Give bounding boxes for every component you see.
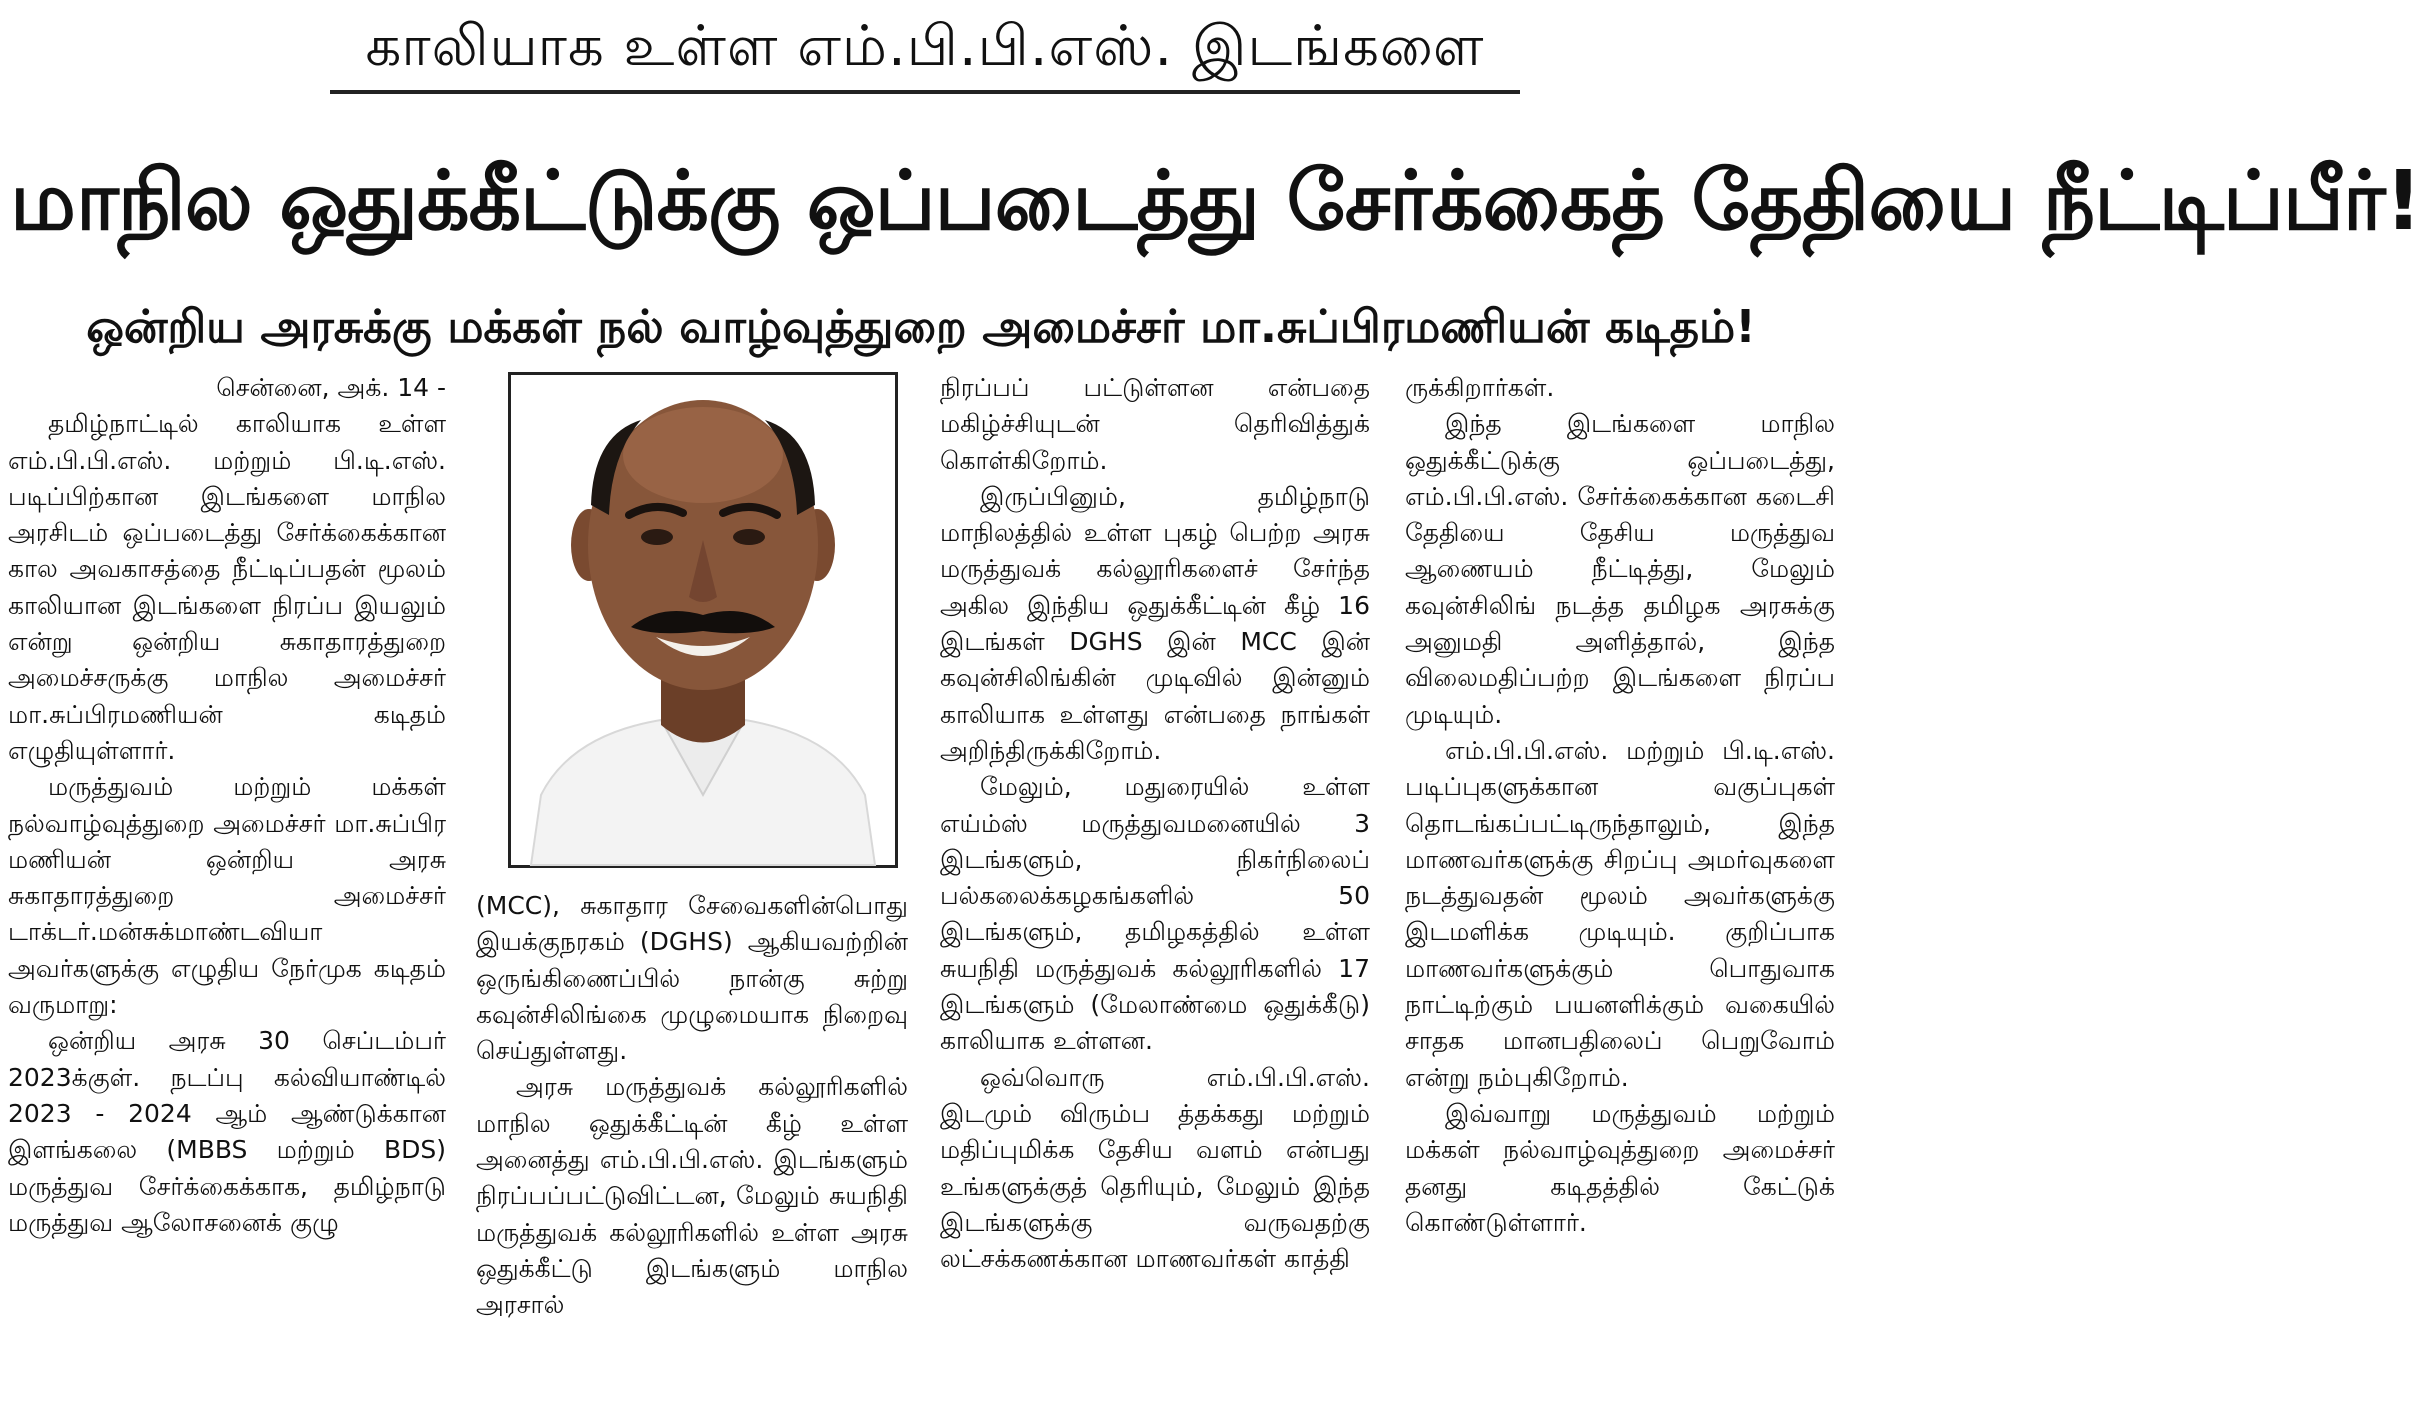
- paragraph: எம்.பி.பி.எஸ். மற்றும் பி.டி.எஸ். படிப்புகளுக்கான வகுப்புகள் தொடங்கப்பட்டிருந்தாலும், இந்த மாணவர்களுக்கு சிறப்பு அமர்வுகளை நடத்துவதன் மூலம் அவர்களுக்கு இடமளிக்க முடியும். குறிப்பாக மாணவர்களுக்கும் பொதுவாக நாட்டிற்கும் பயனளிக்கும் வகையில் சாதக மானபதிலைப் பெறுவோம் என்று நம்புகிறோம்.: [1405, 735, 1835, 1092]
- paragraph: இருப்பினும், தமிழ்நாடு மாநிலத்தில் உள்ள புகழ் பெற்ற அரசு மருத்துவக் கல்லூரிகளைச் சேர்ந்த அகில இந்திய ஒதுக்கீட்டின் கீழ் 16 இடங்கள் DGHS இன் MCC இன் கவுன்சிலிங்கின் முடிவில் இன்னும் காலியாக உள்ளது என்பதை நாங்கள் அறிந்திருக்கிறோம்.: [940, 481, 1370, 765]
- article-subheadline: ஒன்றிய அரசுக்கு மக்கள் நல் வாழ்வுத்துறை அமைச்சர் மா.சுப்பிரமணியன் கடிதம்!: [86, 300, 1756, 353]
- article-column-3: [940, 370, 1370, 1422]
- paragraph: மேலும், மதுரையில் உள்ள எய்ம்ஸ் மருத்துவமனையில் 3 இடங்களும், நிகர்நிலைப் பல்கலைக்கழகங்களில் 50 இடங்களும், தமிழகத்தில் உள்ள சுயநிதி மருத்துவக் கல்லூரிகளில் 17 இடங்களும் (மேலாண்மை ஒதுக்கீடு) காலியாக உள்ளன.: [940, 772, 1370, 1056]
- paragraph: ஒவ்வொரு எம்.பி.பி.எஸ். இடமும் விரும்ப த்தக்கது மற்றும் மதிப்புமிக்க தேசிய வளம் என்பது உங்களுக்குத் தெரியும், மேலும் இந்த இடங்களுக்கு வருவதற்கு லட்சக்கணக்கான மாணவர்கள் காத்தி: [940, 1062, 1370, 1274]
- minister-portrait: [508, 372, 898, 868]
- paragraph: இவ்வாறு மருத்துவம் மற்றும் மக்கள் நல்வாழ்வுத்துறை அமைச்சர் தனது கடிதத்தில் கேட்டுக் கொண்டுள்ளார்.: [1405, 1098, 1835, 1237]
- paragraph: அரசு மருத்துவக் கல்லூரிகளில் மாநில ஒதுக்கீட்டின் கீழ் உள்ள அனைத்து எம்.பி.பி.எஸ். இடங்களும் நிரப்பப்பட்டுவிட்டன, மேலும் சுயநிதி மருத்துவக் கல்லூரிகளில் உள்ள அரசு ஒதுக்கீட்டு இடங்களும் மாநில அரசால்: [476, 1072, 908, 1320]
- paragraph: மருத்துவம் மற்றும் மக்கள் நல்வாழ்வுத்துறை அமைச்சர் மா.சுப்பிர மணியன் ஒன்றிய அரசு சுகாதாரத்துறை அமைச்சர் டாக்டர்.மன்சுக்மாண்டவியா அவர்களுக்கு எழுதிய நேர்முக கடிதம் வருமாறு:: [8, 772, 446, 1020]
- article-column-2: [476, 888, 908, 1422]
- paragraph: (MCC), சுகாதார சேவைகளின்பொது இயக்குநரகம் (DGHS) ஆகியவற்றின் ஒருங்கிணைப்பில் நான்கு சுற்று கவுன்சிலிங்கை முழுமையாக நிறைவு செய்துள்ளது.: [476, 891, 908, 1066]
- paragraph: ருக்கிறார்கள்.: [1405, 373, 1555, 402]
- paragraph: ஒன்றிய அரசு 30 செப்டம்பர் 2023க்குள். நடப்பு கல்வியாண்டில் 2023 - 2024 ஆம் ஆண்டுக்கான இளங்கலை (MBBS மற்றும் BDS) மருத்துவ சேர்க்கைக்காக, தமிழ்நாடு மருத்துவ ஆலோசனைக் குழு: [8, 1026, 446, 1237]
- paragraph: தமிழ்நாட்டில் காலியாக உள்ள எம்.பி.பி.எஸ். மற்றும் பி.டி.எஸ். படிப்பிற்கான இடங்களை மாநில அரசிடம் ஒப்படைத்து சேர்க்கைக்கான கால அவகாசத்தை நீட்டிப்பதன் மூலம் காலியான இடங்களை நிரப்ப இயலும் என்று ஒன்றிய சுகாதாரத்துறை அமைச்சருக்கு மாநில அமைச்சர் மா.சுப்பிரமணியன் கடிதம் எழுதியுள்ளார்.: [8, 409, 446, 765]
- paragraph: இந்த இடங்களை மாநில ஒதுக்கீட்டுக்கு ஒப்படைத்து, எம்.பி.பி.எஸ். சேர்க்கைக்கான கடைசி தேதியை தேசிய மருத்துவ ஆணையம் நீட்டித்து, மேலும் கவுன்சிலிங் நடத்த தமிழக அரசுக்கு அனுமதி அளித்தால், இந்த விலைமதிப்பற்ற இடங்களை நிரப்ப முடியும்.: [1405, 409, 1835, 729]
- article-kicker: காலியாக உள்ள எம்.பி.பி.எஸ். இடங்களை: [330, 8, 1520, 94]
- paragraph: நிரப்பப் பட்டுள்ளன என்பதை மகிழ்ச்சியுடன் தெரிவித்துக் கொள்கிறோம்.: [940, 373, 1370, 475]
- dateline: சென்னை, அக். 14 -: [216, 373, 446, 402]
- article-headline: மாநில ஒதுக்கீட்டுக்கு ஒப்படைத்து சேர்க்கைத் தேதியை நீட்டிப்பீர்!: [10, 154, 2421, 249]
- portrait-photo-icon: [511, 375, 895, 865]
- article-column-4: [1405, 370, 1835, 1422]
- article-column-1: [8, 370, 446, 1422]
